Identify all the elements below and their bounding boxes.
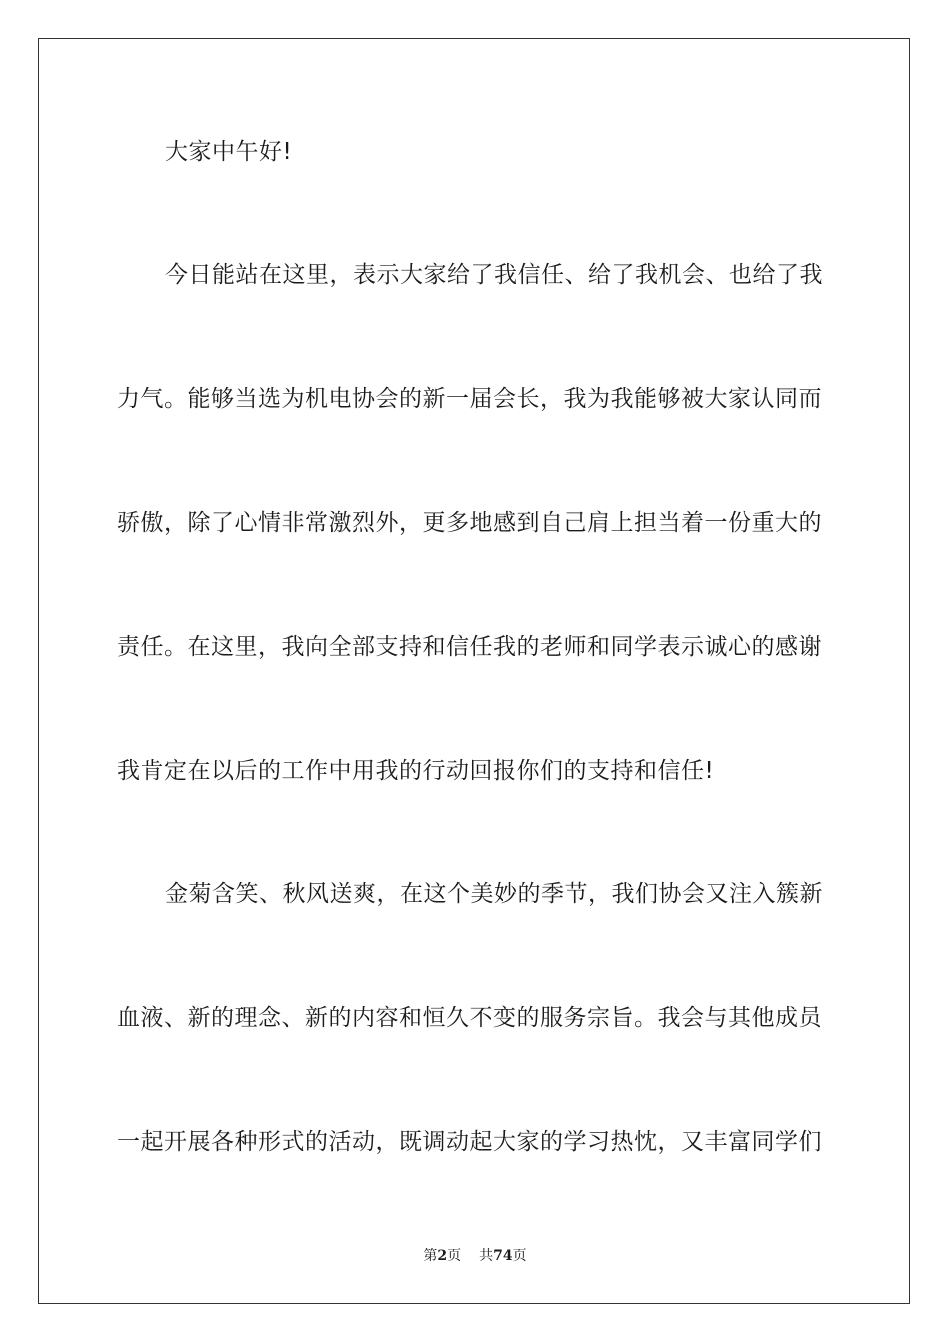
paragraph-line: 骄傲，除了心情非常激烈外，更多地感到自己肩上担当着一份重大的 [117,510,822,536]
paragraph-line: 一起开展各种形式的活动，既调动起大家的学习热忱，又丰富同学们 [117,1129,822,1155]
page-footer [0,1246,950,1266]
page-suffix: 页 [447,1248,462,1264]
paragraph-line: 我肯定在以后的工作中用我的行动回报你们的支持和信任! [117,758,715,784]
total-prefix: 共 [479,1248,494,1264]
paragraph-line: 力气。能够当选为机电协会的新一届会长，我为我能够被大家认同而 [117,386,822,412]
page-prefix: 第 [423,1248,438,1264]
page-frame [38,38,910,1304]
paragraph-line: 血液、新的理念、新的内容和恒久不变的服务宗旨。我会与其他成员 [117,1005,822,1031]
total-pages: 74 [493,1248,513,1264]
greeting-line: 大家中午好! [165,139,293,165]
paragraph-line: 金菊含笑、秋风送爽，在这个美妙的季节，我们协会又注入簇新 [165,881,823,907]
paragraph-line: 责任。在这里，我向全部支持和信任我的老师和同学表示诚心的感谢 [117,634,822,660]
paragraph-line: 今日能站在这里，表示大家给了我信任、给了我机会、也给了我 [165,262,823,288]
page-number: 2 [437,1248,448,1264]
total-suffix: 页 [512,1248,527,1264]
